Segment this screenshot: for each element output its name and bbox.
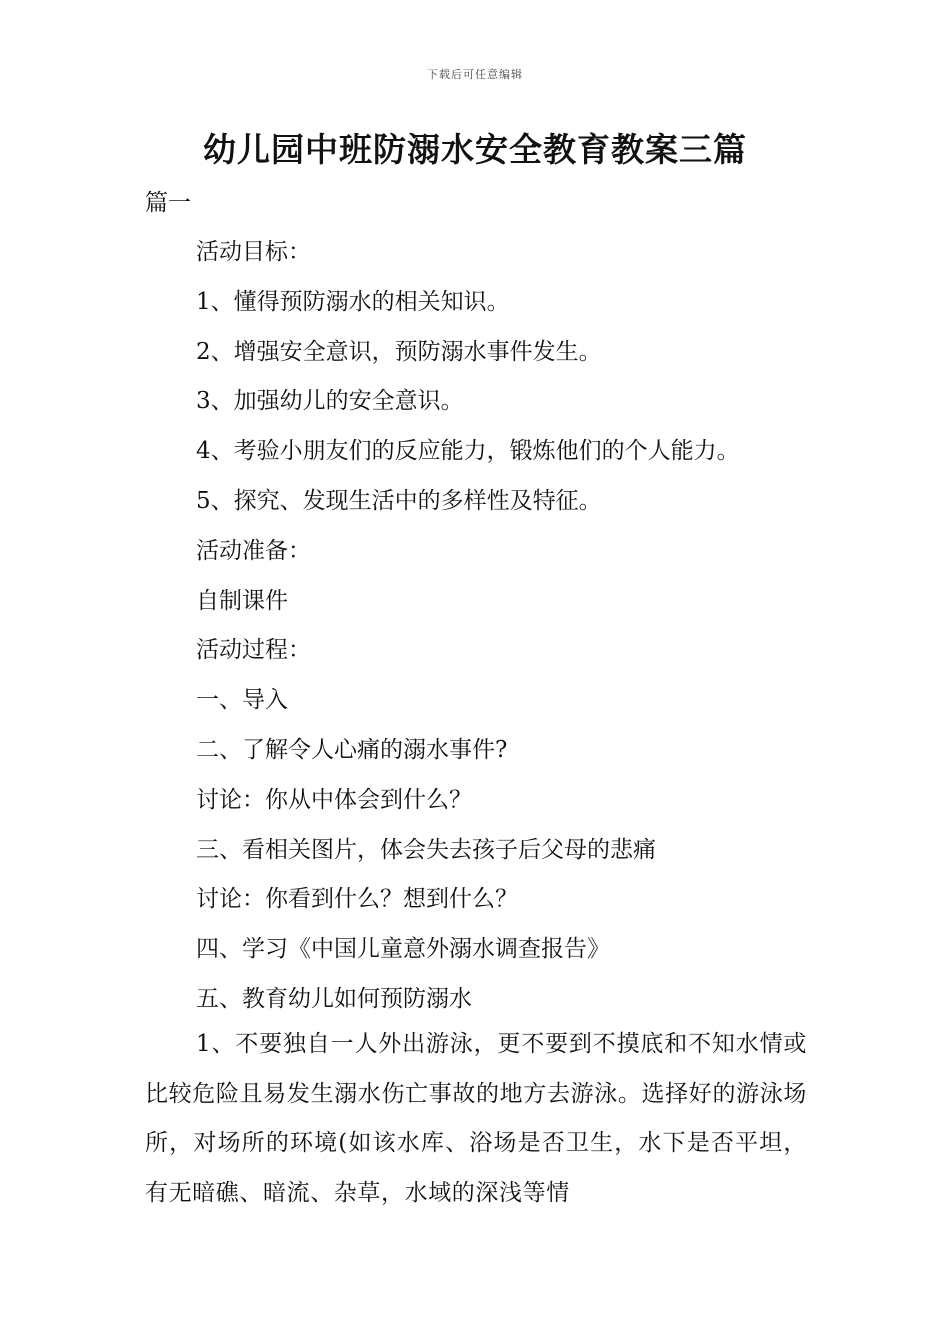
text-line: 5、探究、发现生活中的多样性及特征。: [196, 487, 602, 514]
text-line: 2、增强安全意识，预防溺水事件发生。: [196, 338, 602, 365]
section-label: 篇一: [145, 190, 191, 216]
text-line: 一、导入: [196, 687, 288, 714]
header-note: 下载后可任意编辑: [427, 68, 523, 81]
text-line: 1、懂得预防溺水的相关知识。: [196, 288, 510, 315]
text-line: 讨论：你看到什么？想到什么？: [196, 886, 518, 913]
text-line: 四、学习《中国儿童意外溺水调查报告》: [196, 936, 610, 963]
content-lines: [145, 228, 810, 1025]
text-line: 活动过程：: [196, 637, 311, 664]
body-paragraph: 1、不要独自一人外出游泳，更不要到不摸底和不知水情或比较危险且易发生溺水伤亡事故的地方去游泳。选择好的游泳场所，对场所的环境(如该水库、浴场是否卫生，水下是否平坦，有无暗礁、暗流、杂草，水域的深浅等情: [145, 1031, 807, 1206]
text-line: 五、教育幼儿如何预防溺水: [196, 985, 472, 1012]
text-line: 3、加强幼儿的安全意识。: [196, 388, 464, 415]
text-line: 活动目标：: [196, 239, 311, 265]
text-line: 自制课件: [196, 587, 288, 614]
text-line: 讨论：你从中体会到什么？: [196, 786, 472, 813]
text-line: 4、考验小朋友们的反应能力，锻炼他们的个人能力。: [196, 438, 740, 465]
text-line: 活动准备：: [196, 537, 311, 564]
text-line: 三、看相关图片，体会失去孩子后父母的悲痛: [196, 836, 656, 863]
document-title: 幼儿园中班防溺水安全教育教案三篇: [203, 130, 747, 169]
text-line: 二、了解令人心痛的溺水事件?: [196, 736, 508, 763]
